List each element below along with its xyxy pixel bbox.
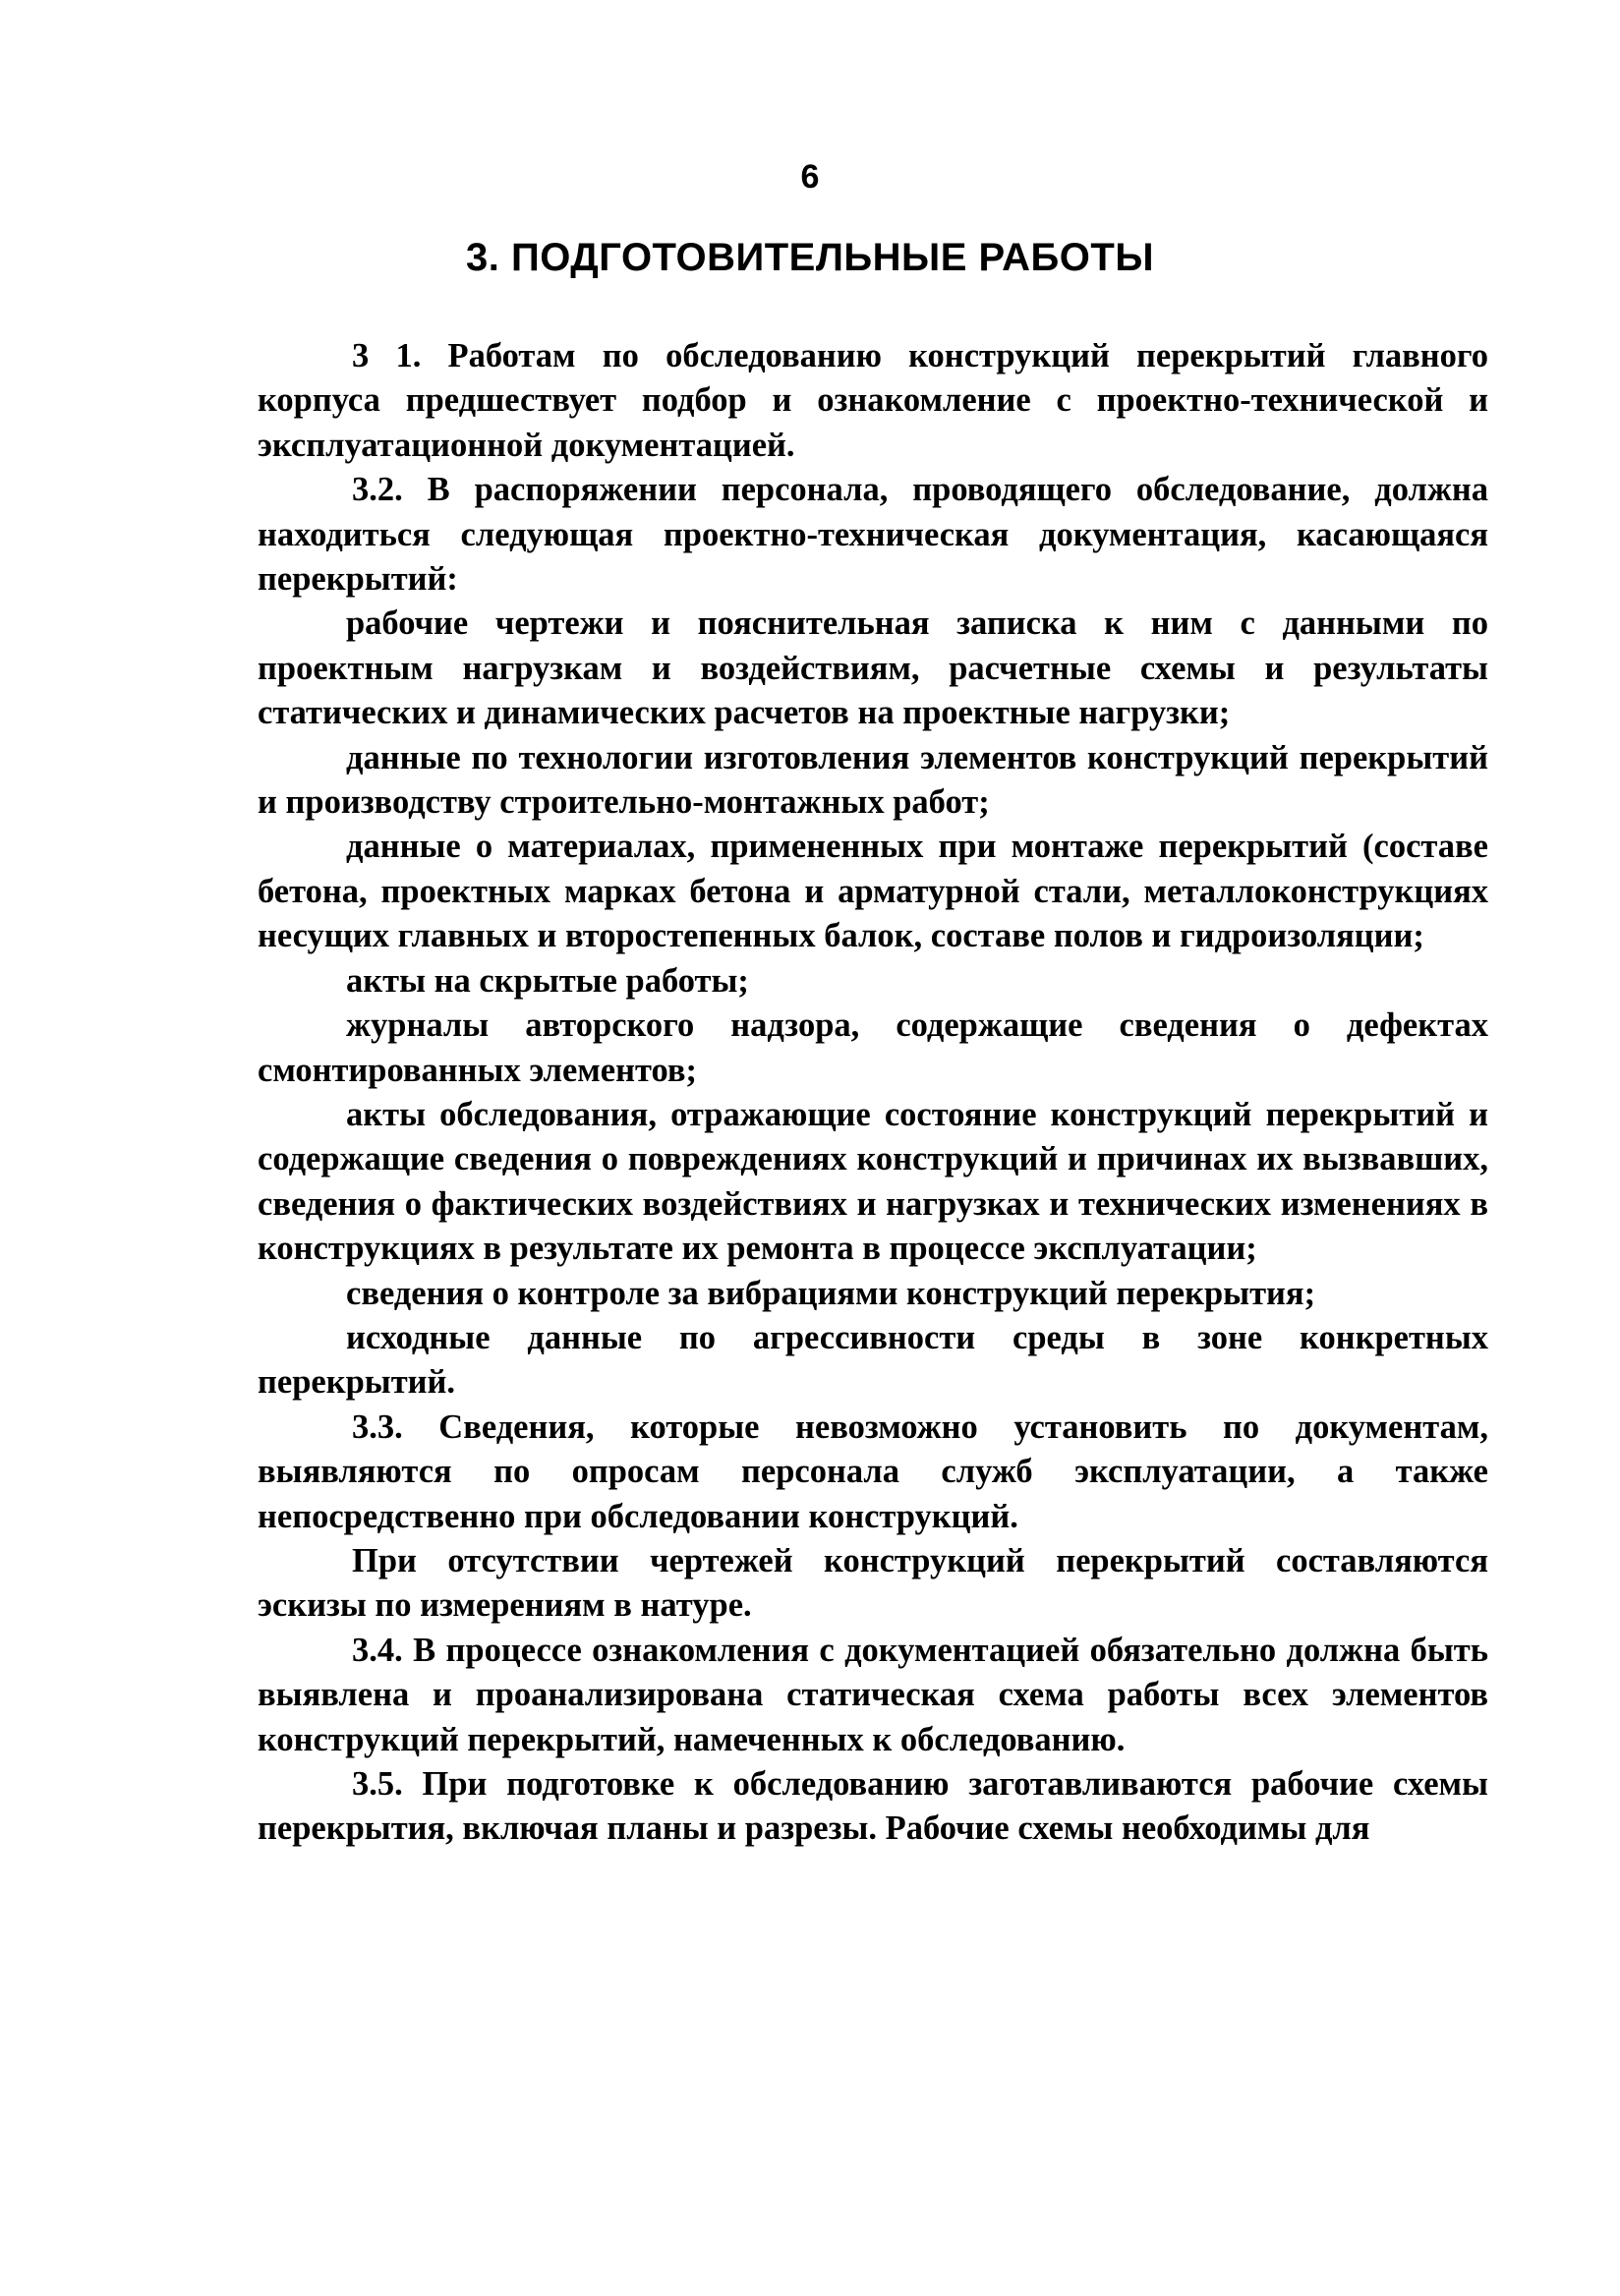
list-item: данные о материалах, примененных при монтаже перекрытий (составе бетона, проектных марках бетона и арматурной стали, металлоконструкциях несущих главных и второстепенных балок, составе полов и гидроизоляции; [258, 828, 1488, 955]
list-item: сведения о контроле за вибрациями конструкций перекрытия; [346, 1274, 1316, 1312]
section-title: 3. ПОДГОТОВИТЕЛЬНЫЕ РАБОТЫ [465, 236, 1155, 279]
list-item: журналы авторского надзора, содержащие сведения о дефектах смонтированных элементов; [258, 1006, 1488, 1089]
list-item: рабочие чертежи и пояснительная записка к ним с данными по проектным нагрузкам и воздействиям, расчетные схемы и результаты статических и динамических расчетов на проектные нагрузки; [258, 604, 1488, 732]
paragraph-3-5: 3.5. При подготовке к обследованию заготавливаются рабочие схемы перекрытия, включая планы и разрезы. Рабочие схемы необходимы для [258, 1765, 1488, 1848]
paragraph-3-2: 3.2. В распоряжении персонала, проводящего обследование, должна находиться следующая проектно-техническая документация, касающаяся перекрытий: [258, 471, 1488, 599]
list-item: акты обследования, отражающие состояние конструкций перекрытий и содержащие сведения о повреждениях конструкций и причинах их вызвавших, сведения о фактических воздействиях и нагрузках и технических изменениях в конструкциях в результате их ремонта в процессе эксплуатации; [258, 1095, 1488, 1268]
paragraph-3-3-continued: При отсутствии чертежей конструкций перекрытий составляются эскизы по измерениям в натуре. [258, 1541, 1488, 1625]
list-item: исходные данные по агрессивности среды в зоне конкретных перекрытий. [258, 1318, 1488, 1402]
list-item: акты на скрытые работы; [346, 961, 749, 1000]
paragraph-3-1: 3 1. Работам по обследованию конструкций перекрытий главного корпуса предшествует подбор и ознакомление с проектно-технической и эксплуатационной документацией. [258, 337, 1488, 464]
body-text [258, 334, 1488, 1852]
paragraph-3-3: 3.3. Сведения, которые невозможно установить по документам, выявляются по опросам персонала служб эксплуатации, а также непосредственно при обследовании конструкций. [258, 1407, 1488, 1535]
list-item: данные по технологии изготовления элементов конструкций перекрытий и производству строительно-монтажных работ; [258, 738, 1488, 822]
paragraph-3-4: 3.4. В процессе ознакомления с документацией обязательно должна быть выявлена и проанализирована статическая схема работы всех элементов конструкций перекрытий, намеченных к обследованию. [258, 1631, 1488, 1758]
page-number: 6 [800, 158, 820, 196]
